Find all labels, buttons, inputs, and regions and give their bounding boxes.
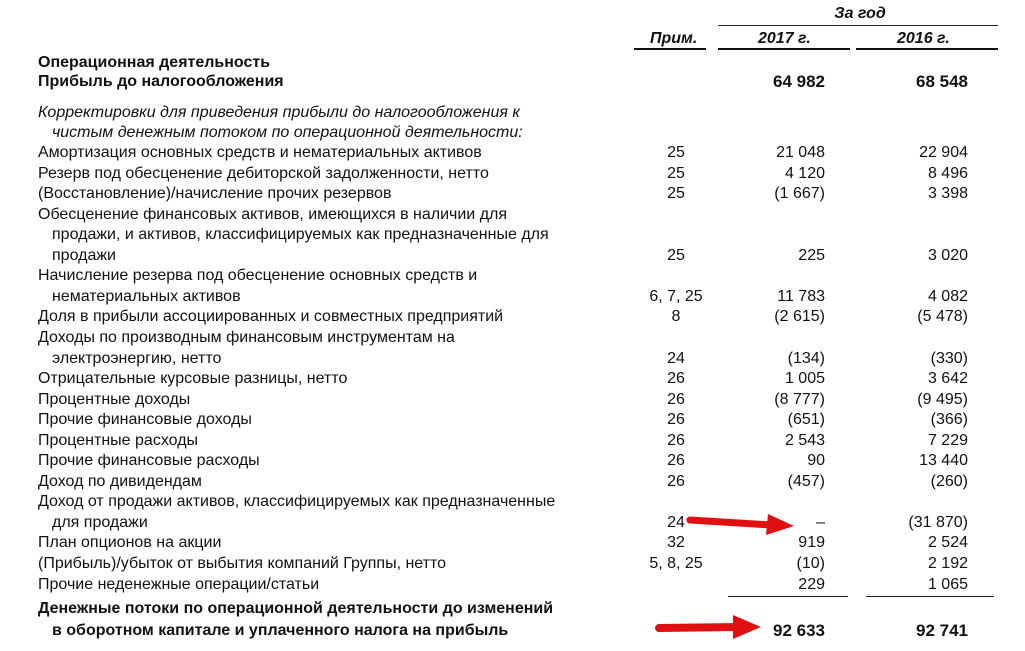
year2-header-rule: [856, 48, 998, 50]
row-label: Доход по дивидендам: [38, 472, 202, 490]
row-label: электроэнергию, нетто: [52, 349, 222, 367]
table-row: [0, 307, 1025, 327]
value-2017: 11 783: [777, 287, 825, 305]
row-label: Процентные расходы: [38, 431, 199, 449]
profit-before-tax-row: [0, 72, 1025, 92]
column-header-2016: 2016 г.: [897, 30, 950, 47]
row-label: Доходы по производным финансовым инструментам на: [38, 328, 455, 346]
row-note: 26: [667, 370, 685, 388]
row-label: Прочие финансовые доходы: [38, 411, 252, 429]
value-2017: (10): [796, 555, 825, 572]
row-label: Прочие финансовые расходы: [38, 452, 260, 470]
value-2016: 2 524: [927, 534, 968, 552]
total-label-line1: Денежные потоки по операционной деятельности до изменений: [38, 600, 554, 617]
table-row: [0, 266, 1025, 286]
value-2016: 8 496: [927, 164, 968, 182]
value-2017: (1 667): [774, 185, 825, 203]
value-2016: 3 642: [927, 370, 968, 388]
table-row: [0, 164, 1025, 184]
value-2016: 4 082: [927, 287, 968, 305]
row-label: (Прибыль)/убыток от выбытия компаний Группы, нетто: [38, 555, 447, 572]
adjustments-heading-line2: чистым денежным потоком по операционной деятельности:: [52, 124, 523, 141]
row-label: Амортизация основных средств и нематериальных активов: [38, 144, 482, 161]
value-2017: 64 982: [773, 72, 825, 91]
row-note: 24: [667, 349, 685, 367]
red-arrow-icon: [655, 612, 765, 640]
row-note: 26: [667, 390, 685, 408]
row-label: Отрицательные курсовые разницы, нетто: [38, 370, 348, 388]
table-row: [0, 554, 1025, 574]
row-label: Прочие неденежные операции/статьи: [38, 575, 320, 593]
row-note: 25: [667, 246, 685, 264]
value-2016: (366): [930, 411, 968, 429]
column-header-note: Прим.: [650, 30, 698, 47]
value-2016: 22 904: [919, 144, 968, 161]
row-note: 5, 8, 25: [649, 555, 703, 572]
row-note: 6, 7, 25: [649, 287, 703, 305]
value-2017: 919: [798, 534, 825, 552]
value-2016: 3 020: [927, 246, 968, 264]
row-note: 26: [667, 472, 685, 490]
row-label: (Восстановление)/начисление прочих резервов: [38, 185, 392, 203]
value-2016: 68 548: [916, 72, 968, 91]
row-note: 24: [667, 513, 685, 531]
row-note: 8: [671, 308, 681, 326]
adjustments-heading-line1: Корректировки для приведения прибыли до налогообложения к: [38, 104, 520, 121]
value-2016: 7 229: [927, 431, 968, 449]
row-label: Начисление резерва под обесценение основных средств и: [38, 267, 478, 285]
table-row: [0, 390, 1025, 410]
table-row: [0, 246, 1025, 266]
value-2017: (457): [787, 472, 825, 490]
value-2017: 4 120: [784, 164, 825, 182]
row-note: 26: [667, 431, 685, 449]
red-arrow-icon: [686, 508, 798, 536]
total-value-2017: 92 633: [773, 621, 825, 640]
table-row: [0, 287, 1025, 307]
subtotal-rule-2016: [866, 596, 994, 597]
table-row: [0, 451, 1025, 471]
row-label: продажи, и активов, классифицируемых как предназначенные для: [52, 226, 549, 244]
table-row: [0, 184, 1025, 204]
table-row: [0, 369, 1025, 389]
row-label: Доход от продажи активов, классифицируемых как предназначенные: [38, 493, 556, 511]
value-2017: (8 777): [774, 390, 825, 408]
row-note: 25: [667, 164, 685, 182]
row-note: 26: [667, 411, 685, 429]
row-note: 26: [667, 452, 685, 470]
value-2017: 229: [798, 575, 825, 593]
table-row: [0, 492, 1025, 512]
value-2017: –: [816, 513, 825, 531]
value-2016: (5 478): [917, 308, 968, 326]
row-label: для продажи: [52, 513, 148, 531]
value-2017: (134): [787, 349, 825, 367]
table-row: [0, 349, 1025, 369]
table-row: [0, 410, 1025, 430]
table-row: [0, 472, 1025, 492]
section-title: Операционная деятельность: [38, 54, 271, 71]
value-2017: 2 543: [784, 431, 825, 449]
period-underline: [718, 25, 998, 26]
total-row-line1: [0, 599, 1025, 619]
note-header-rule: [634, 48, 706, 50]
row-label: Резерв под обесценение дебиторской задолженности, нетто: [38, 164, 489, 182]
table-row: [0, 143, 1025, 163]
total-row: [0, 621, 1025, 641]
table-row: [0, 575, 1025, 595]
value-2017: 1 005: [784, 370, 825, 388]
total-label-line2: в оборотном капитале и уплаченного налога на прибыль: [52, 622, 509, 639]
table-row: [0, 513, 1025, 533]
table-row: [0, 225, 1025, 245]
value-2016: 2 192: [927, 555, 968, 572]
value-2017: 225: [798, 246, 825, 264]
row-label: План опционов на акции: [38, 534, 222, 552]
period-header: За год: [834, 5, 886, 22]
value-2016: (260): [930, 472, 968, 490]
row-note: 32: [667, 534, 685, 552]
table-row: [0, 205, 1025, 225]
table-row: [0, 431, 1025, 451]
row-label: продажи: [52, 246, 116, 264]
subtotal-rule-2017: [728, 596, 848, 597]
value-2017: 90: [807, 452, 825, 470]
value-2016: 1 065: [927, 575, 968, 593]
value-2016: 3 398: [927, 185, 968, 203]
table-row: [0, 533, 1025, 553]
value-2016: (9 495): [917, 390, 968, 408]
total-value-2016: 92 741: [916, 621, 968, 640]
row-label: нематериальных активов: [52, 287, 241, 305]
row-label: Прибыль до налогообложения: [38, 73, 284, 90]
column-header-2017: 2017 г.: [758, 30, 811, 47]
value-2017: 21 048: [776, 144, 825, 161]
row-label: Доля в прибыли ассоциированных и совместных предприятий: [38, 308, 504, 326]
table-row: [0, 328, 1025, 348]
row-label: Процентные доходы: [38, 390, 191, 408]
value-2016: (31 870): [908, 513, 968, 531]
row-note: 25: [667, 144, 685, 161]
value-2017: (2 615): [774, 308, 825, 326]
value-2016: (330): [930, 349, 968, 367]
value-2017: (651): [787, 411, 825, 429]
row-label: Обесценение финансовых активов, имеющихся в наличии для: [38, 205, 508, 223]
value-2016: 13 440: [919, 452, 968, 470]
row-note: 25: [667, 185, 685, 203]
year1-header-rule: [718, 48, 850, 50]
